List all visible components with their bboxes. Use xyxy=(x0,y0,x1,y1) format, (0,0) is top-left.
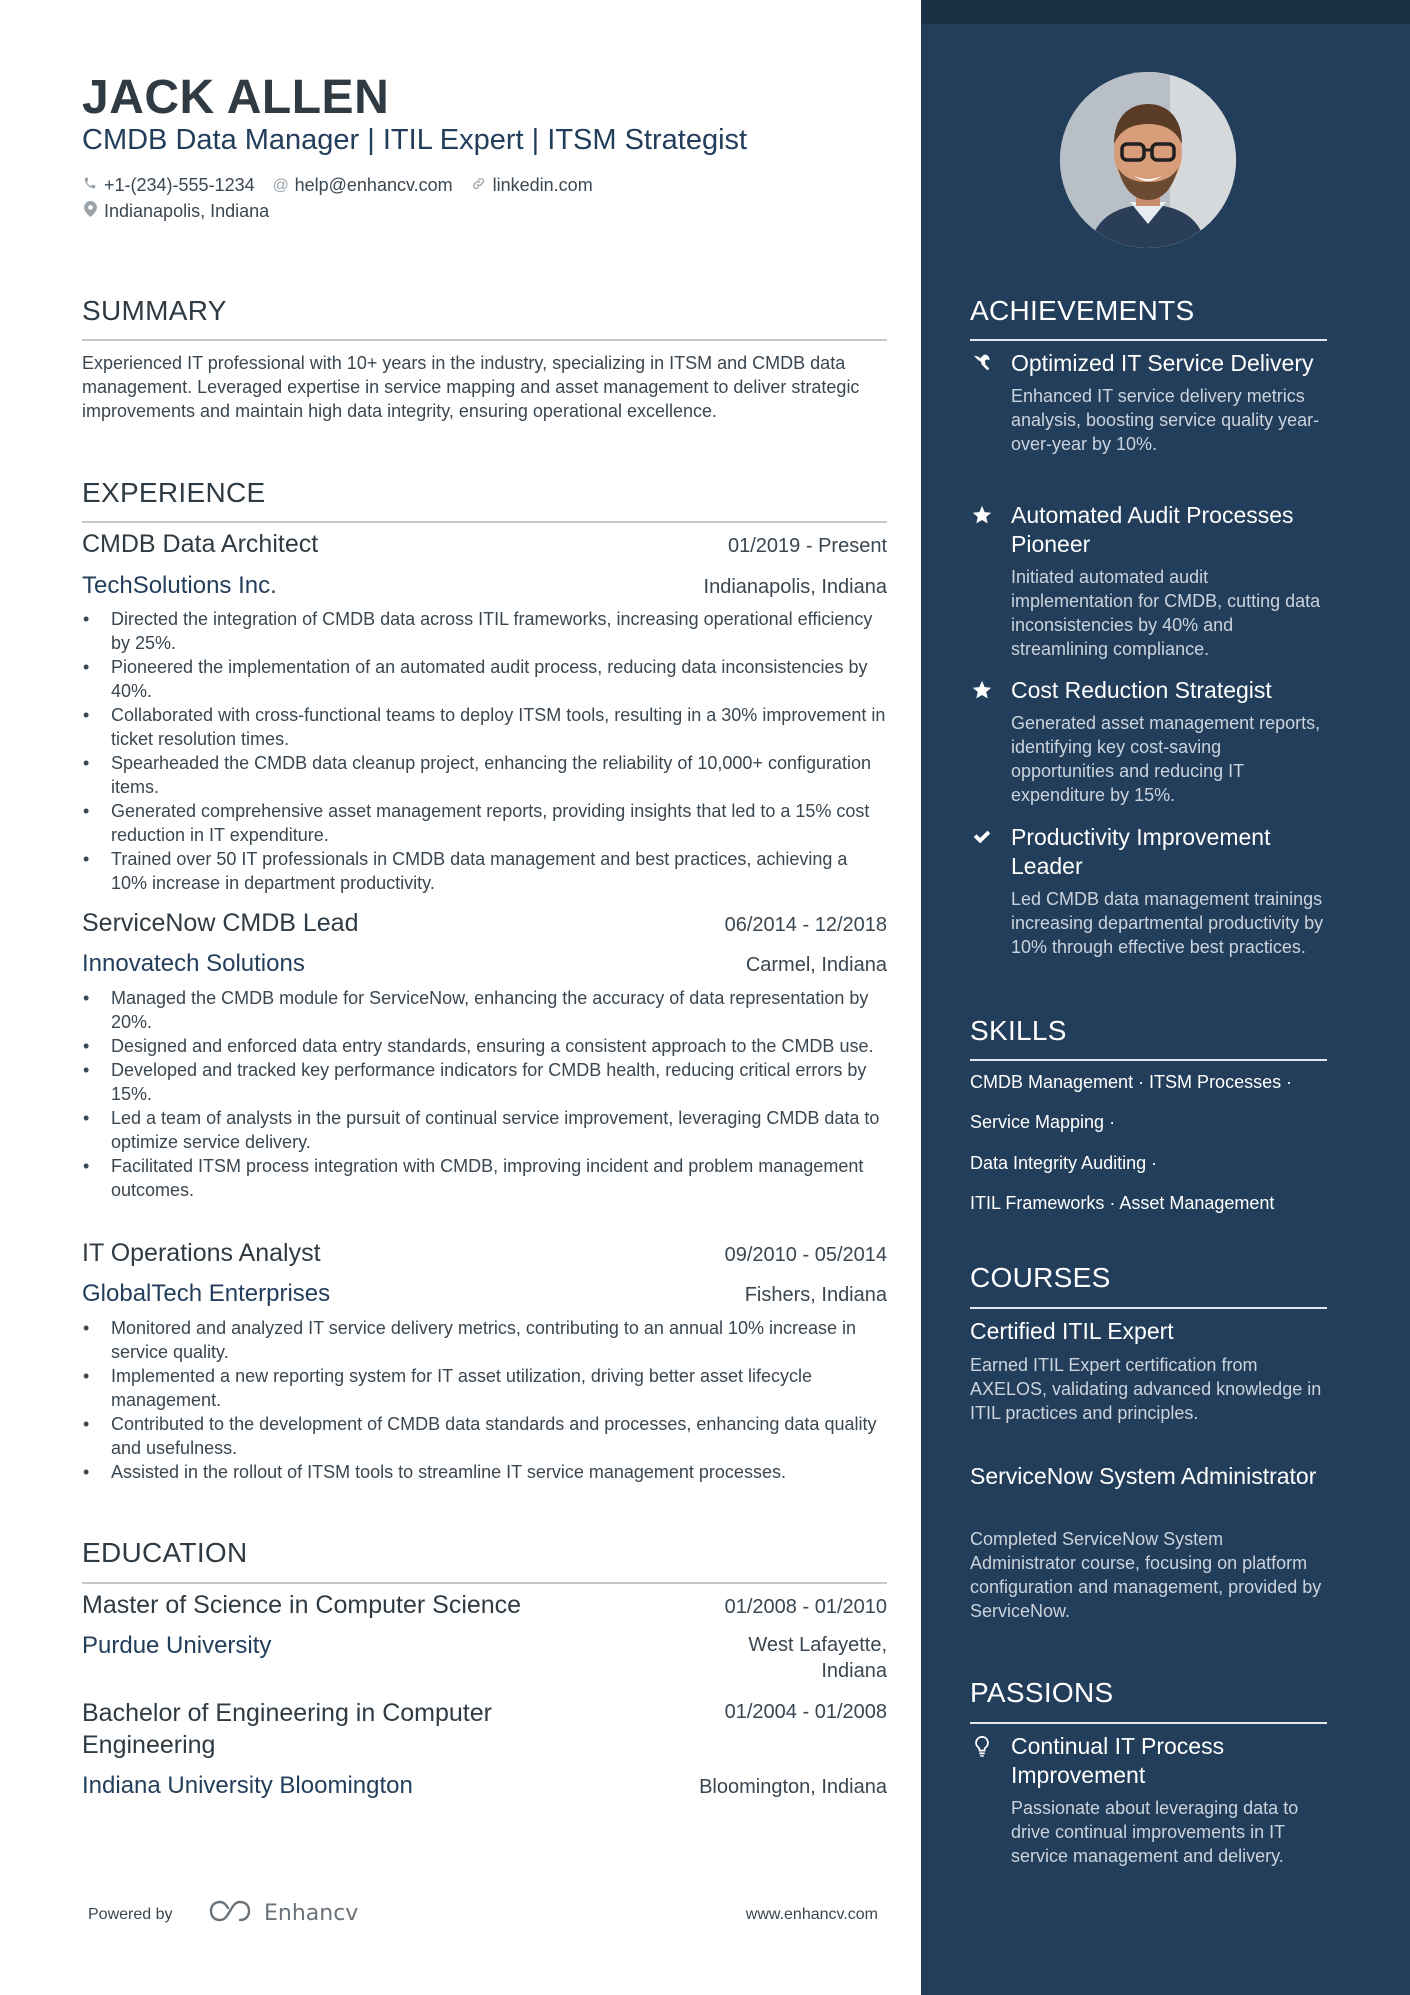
job-company-row xyxy=(82,1280,887,1308)
sidebar-top-band xyxy=(921,0,1410,24)
tools-icon xyxy=(970,352,994,376)
list-item: • Implemented a new reporting system for IT asset utilization, driving better asset lifecycle management. xyxy=(82,1364,887,1412)
education-header xyxy=(82,1591,887,1620)
course-title: Certified ITIL Expert xyxy=(970,1318,1174,1344)
passions-title: PASSIONS xyxy=(970,1677,1114,1708)
education-dates: 01/2008 - 01/2010 xyxy=(724,1596,887,1618)
skills-line: Service Mapping · xyxy=(970,1112,1116,1132)
skills-line: Data Integrity Auditing · xyxy=(970,1153,1158,1173)
enhancv-logo-icon xyxy=(208,1898,254,1929)
job-dates: 09/2010 - 05/2014 xyxy=(724,1244,887,1266)
location-row xyxy=(82,201,287,222)
job-bullets xyxy=(82,986,887,1202)
courses-divider xyxy=(970,1307,1327,1309)
education-dates: 01/2004 - 01/2008 xyxy=(724,1701,887,1723)
skills-title: SKILLS xyxy=(970,1015,1067,1046)
job-location: Indianapolis, Indiana xyxy=(703,576,887,598)
education-location-line: West Lafayette, xyxy=(748,1634,887,1656)
job-header xyxy=(82,1239,887,1268)
skills-line: ITIL Frameworks · Asset Management xyxy=(970,1193,1275,1213)
website-link[interactable]: www.enhancv.com xyxy=(745,1906,878,1923)
experience-divider xyxy=(82,521,887,523)
job-dates: 01/2019 - Present xyxy=(728,535,887,557)
list-item: • Directed the integration of CMDB data across ITIL frameworks, increasing operational efficiency by 25%. xyxy=(82,607,887,655)
star-icon xyxy=(970,679,994,703)
list-item: • Monitored and analyzed IT service delivery metrics, contributing to an annual 10% increase in service quality. xyxy=(82,1316,887,1364)
achievement-item xyxy=(970,501,1327,661)
course-description: Completed ServiceNow System Administrator course, focusing on platform configuration and management, provided by ServiceNow. xyxy=(970,1529,1322,1621)
achievement-item xyxy=(970,676,1327,807)
passion-title: Continual IT Process Improvement xyxy=(1011,1733,1225,1788)
achievement-title: Cost Reduction Strategist xyxy=(1011,677,1272,703)
list-item: • Designed and enforced data entry standards, ensuring a consistent approach to the CMDB use. xyxy=(82,1034,887,1058)
skills-line: CMDB Management · ITSM Processes · xyxy=(970,1072,1293,1092)
courses-title: COURSES xyxy=(970,1262,1111,1293)
email-text: help@enhancv.com xyxy=(294,175,453,195)
list-item: • Spearheaded the CMDB data cleanup project, enhancing the reliability of 10,000+ configuration items. xyxy=(82,751,887,799)
experience-title: EXPERIENCE xyxy=(82,477,266,508)
link-icon xyxy=(471,176,487,196)
job-company: TechSolutions Inc. xyxy=(82,572,277,599)
list-item: • Facilitated ITSM process integration with CMDB, improving incident and problem management outcomes. xyxy=(82,1154,887,1202)
list-item: • Collaborated with cross-functional teams to deploy ITSM tools, resulting in a 30% improvement in ticket resolution times. xyxy=(82,703,887,751)
checkmark-icon xyxy=(970,826,994,850)
skills-divider xyxy=(970,1059,1327,1061)
course-description: Earned ITIL Expert certification from AXELOS, validating advanced knowledge in ITIL practices and principles. xyxy=(970,1355,1322,1423)
degree: Master of Science in Computer Science xyxy=(82,1591,522,1619)
achievement-description: Generated asset management reports, identifying key cost-saving opportunities and reducing IT expenditure by 15%. xyxy=(1011,713,1321,805)
job-header xyxy=(82,530,887,559)
passions-divider xyxy=(970,1722,1327,1724)
location-text: Indianapolis, Indiana xyxy=(104,201,270,221)
job-role: ServiceNow CMDB Lead xyxy=(82,909,359,937)
job-bullets xyxy=(82,607,887,895)
education-location-line: Indiana xyxy=(821,1660,887,1682)
list-item: • Led a team of analysts in the pursuit of continual service improvement, leveraging CMDB data to optimize service delivery. xyxy=(82,1106,887,1154)
job-company-row xyxy=(82,572,887,600)
star-icon xyxy=(970,504,994,528)
degree xyxy=(82,1697,492,1761)
education-location: Bloomington, Indiana xyxy=(699,1776,887,1798)
achievement-description: Led CMDB data management trainings increasing departmental productivity by 10% through effective best practices. xyxy=(1011,889,1324,957)
enhancv-brand-text: Enhancv xyxy=(264,1901,359,1926)
job-location: Fishers, Indiana xyxy=(744,1284,887,1306)
education-school-row xyxy=(82,1772,887,1800)
achievement-title: Productivity Improvement Leader xyxy=(1011,824,1271,879)
summary-divider xyxy=(82,339,887,341)
summary-title: SUMMARY xyxy=(82,295,227,326)
list-item: • Managed the CMDB module for ServiceNow, enhancing the accuracy of data representation by 20%. xyxy=(82,986,887,1034)
course-title: ServiceNow System Administrator xyxy=(970,1463,1317,1489)
phone-icon xyxy=(82,176,98,195)
at-icon: @ xyxy=(272,176,289,194)
education-location xyxy=(748,1632,887,1684)
map-pin-icon xyxy=(82,201,98,222)
achievement-item xyxy=(970,823,1327,959)
list-item: • Trained over 50 IT professionals in CMDB data management and best practices, achieving a 10% increase in department productivity. xyxy=(82,847,887,895)
enhancv-logo[interactable] xyxy=(208,1898,358,1929)
achievement-item xyxy=(970,349,1327,456)
school: Purdue University xyxy=(82,1632,272,1659)
linkedin-item[interactable] xyxy=(471,175,593,196)
education-divider xyxy=(82,1582,887,1584)
passion-description: Passionate about leveraging data to drive continual improvements in IT service management and delivery. xyxy=(1011,1798,1299,1866)
candidate-headline: CMDB Data Manager | ITIL Expert | ITSM Strategist xyxy=(82,124,748,156)
passion-item xyxy=(970,1732,1327,1868)
achievements-title: ACHIEVEMENTS xyxy=(970,295,1195,326)
powered-by-text: Powered by xyxy=(88,1906,173,1923)
list-item: • Assisted in the rollout of ITSM tools to streamline IT service management processes. xyxy=(82,1460,887,1484)
lightbulb-icon xyxy=(970,1735,994,1759)
contact-row xyxy=(82,175,611,196)
education-header xyxy=(82,1697,887,1761)
job-dates: 06/2014 - 12/2018 xyxy=(724,914,887,936)
list-item: • Contributed to the development of CMDB data standards and processes, enhancing data quality and usefulness. xyxy=(82,1412,887,1460)
education-school-row xyxy=(82,1632,887,1684)
job-role: CMDB Data Architect xyxy=(82,530,319,558)
education-title: EDUCATION xyxy=(82,1537,248,1568)
list-item: • Generated comprehensive asset management reports, providing insights that led to a 15% cost reduction in IT expenditure. xyxy=(82,799,887,847)
job-company-row xyxy=(82,950,887,978)
achievement-description: Enhanced IT service delivery metrics analysis, boosting service quality year-over-year by 10%. xyxy=(1011,386,1320,454)
location-item xyxy=(82,201,269,222)
job-role: IT Operations Analyst xyxy=(82,1239,321,1267)
job-bullets xyxy=(82,1316,887,1484)
degree-line: Engineering xyxy=(82,1731,216,1759)
phone-item[interactable] xyxy=(82,175,255,196)
achievement-title: Optimized IT Service Delivery xyxy=(1011,350,1314,376)
linkedin-text: linkedin.com xyxy=(492,175,593,195)
phone-text: +1-(234)-555-1234 xyxy=(104,175,255,195)
job-company: GlobalTech Enterprises xyxy=(82,1280,331,1307)
job-location: Carmel, Indiana xyxy=(745,954,887,976)
achievement-description: Initiated automated audit implementation for CMDB, cutting data inconsistencies by 40% and streamlining compliance. xyxy=(1011,567,1321,659)
summary-text: Experienced IT professional with 10+ years in the industry, specializing in ITSM and CMDB data management. Leveraged expertise in service mapping and asset management to deliver strategic improvements and maintain high data integrity, ensuring operational excellence. xyxy=(82,353,860,421)
email-item[interactable] xyxy=(273,175,453,196)
candidate-name: JACK ALLEN xyxy=(82,71,390,124)
achievement-title: Automated Audit Processes Pioneer xyxy=(1011,502,1294,557)
degree-line: Bachelor of Engineering in Computer xyxy=(82,1699,492,1727)
achievements-divider xyxy=(970,339,1327,341)
list-item: • Pioneered the implementation of an automated audit process, reducing data inconsistencies by 40%. xyxy=(82,655,887,703)
school: Indiana University Bloomington xyxy=(82,1772,413,1799)
job-header xyxy=(82,909,887,938)
list-item: • Developed and tracked key performance indicators for CMDB health, reducing critical errors by 15%. xyxy=(82,1058,887,1106)
avatar xyxy=(1060,72,1236,248)
job-company: Innovatech Solutions xyxy=(82,950,305,977)
footer xyxy=(88,1901,878,1926)
